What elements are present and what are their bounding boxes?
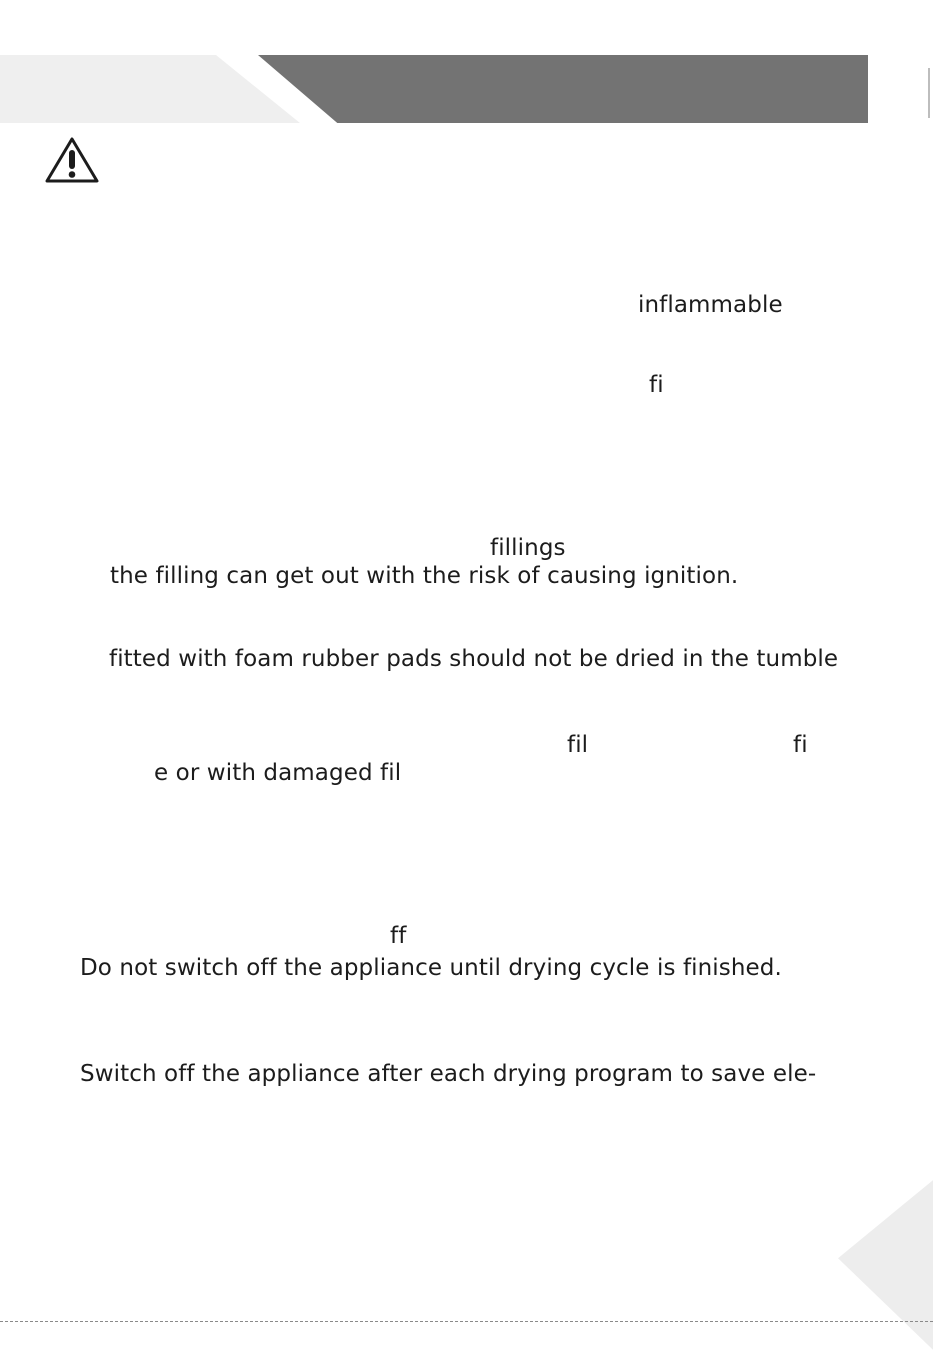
bottom-divider [0,1321,933,1322]
text-fragment-damaged-fil: e or with damaged fil [154,760,402,786]
text-fragment-fi-2: fi [793,732,808,758]
text-fragment-inflammable: inflammable [638,292,783,318]
page-corner-tab [838,1180,933,1350]
header-tab-light [0,55,300,123]
text-fragment-ff: ff [390,923,407,949]
text-line-do-not-switch-off: Do not switch off the appliance until drying cycle is finished. [80,955,782,981]
text-fragment-fil: fil [567,732,589,758]
text-fragment-fi-1: fi [649,372,664,398]
text-line-switch-off: Switch off the appliance after each drying program to save ele- [80,1061,817,1087]
warning-triangle-icon [44,136,100,184]
page-edge-mark [928,68,930,118]
text-line-foam-rubber: fitted with foam rubber pads should not be dried in the tumble [109,646,839,672]
header-tab-dark [258,55,868,123]
text-fragment-fillings: fillings [490,535,566,561]
text-line-filling-ignition: the filling can get out with the risk of causing ignition. [110,563,739,589]
